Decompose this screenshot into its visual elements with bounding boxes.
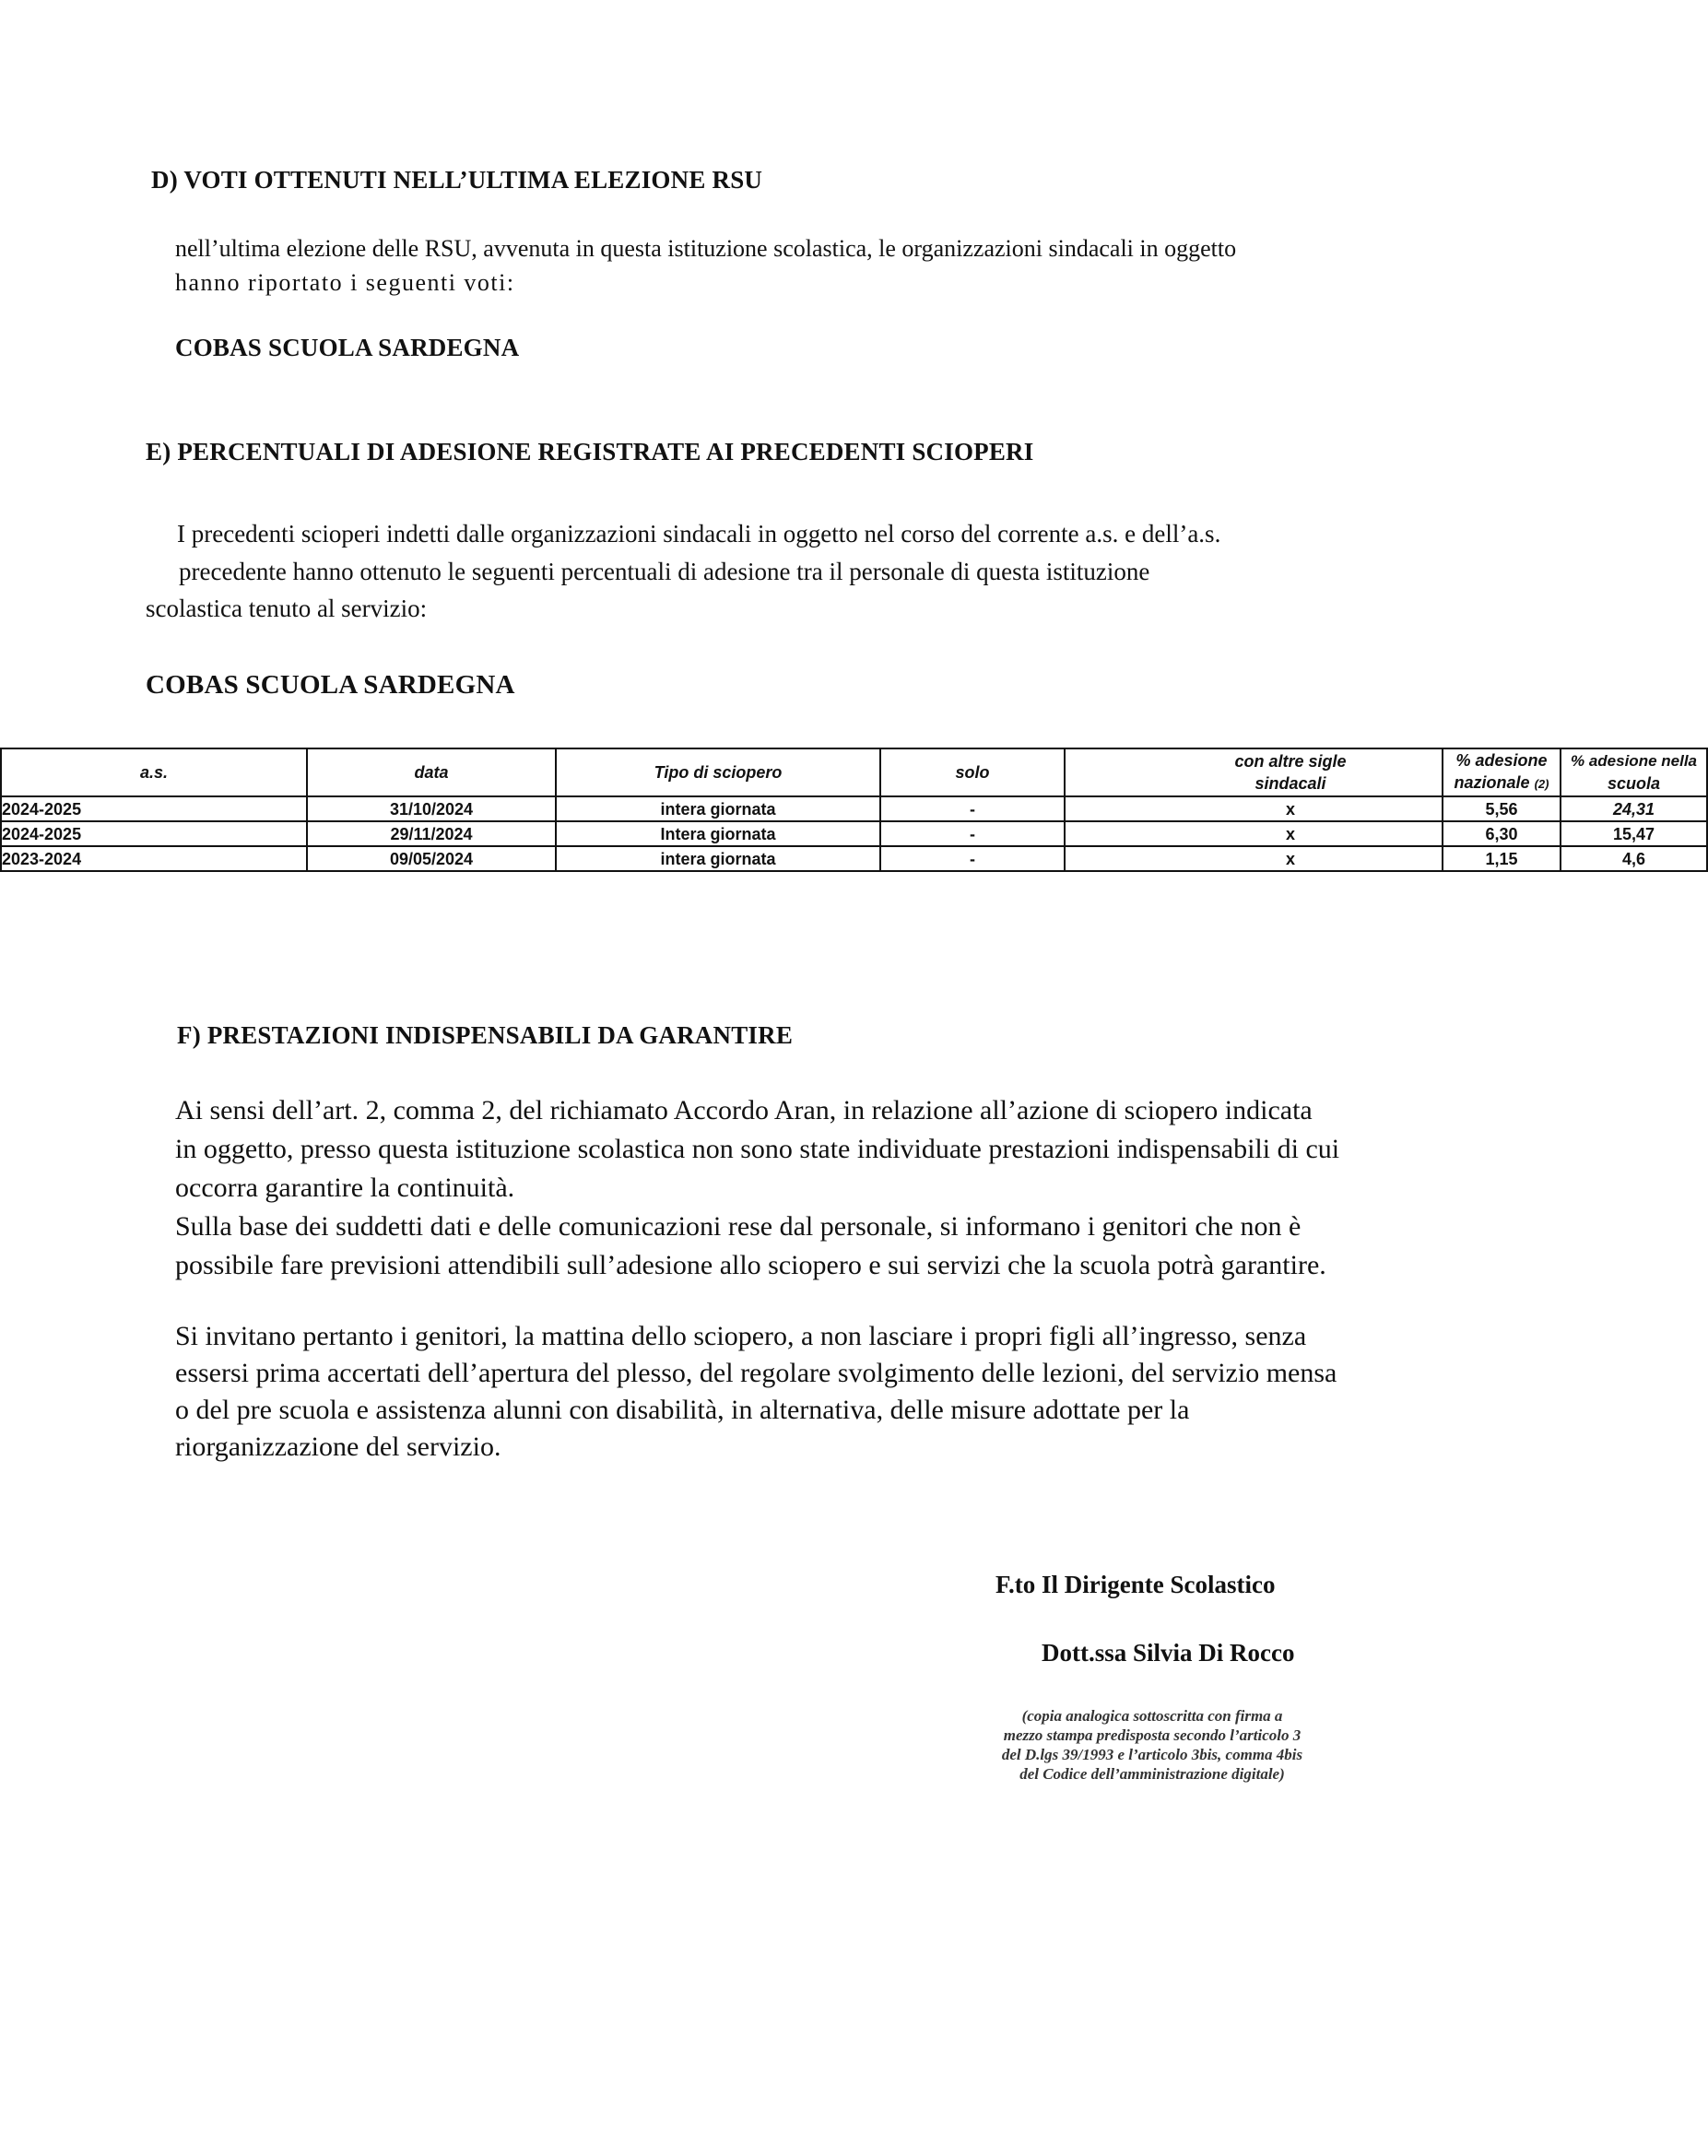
cell-tipo: Intera giornata [556,821,880,846]
cell-solo: - [880,821,1065,846]
note-line: (copia analogica sottoscritta con firma a [1021,1707,1283,1725]
header-adesione-scuola [1561,748,1707,796]
section-d-line-1: nell’ultima elezione delle RSU, avvenuta in questa istituzione scolastica, le organizzazioni sindacali in oggetto [175,235,1237,262]
cell-naz: 1,15 [1443,846,1561,871]
header-scuola-line-1: % adesione nella [1571,752,1697,770]
section-e-line-3: scolastica tenuto al servizio: [146,595,428,622]
header-altre-sigle [1065,748,1443,796]
signature-name: Dott.ssa Silvia Di Rocco [1042,1639,1295,1667]
cell-solo: - [880,846,1065,871]
header-naz-label: nazionale [1454,773,1530,792]
section-e-union: COBAS SCUOLA SARDEGNA [146,670,515,700]
section-f-paragraph-3 [175,1318,1502,1466]
header-as: a.s. [1,748,307,796]
note-line: del Codice dell’amministrazione digitale) [1019,1765,1285,1783]
header-tipo: Tipo di sciopero [556,748,880,796]
signature-note [949,1706,1355,1784]
cell-naz: 6,30 [1443,821,1561,846]
table-row [1,796,1707,821]
header-adesione-nazionale [1443,748,1561,796]
cell-as: 2024-2025 [1,821,307,846]
section-e-title: E) PERCENTUALI DI ADESIONE REGISTRATE AI PRECEDENTI SCIOPERI [146,438,1034,465]
cell-as: 2024-2025 [1,796,307,821]
header-altre-line-2: sindacali [1254,774,1326,793]
cell-tipo: intera giornata [556,796,880,821]
table-row [1,846,1707,871]
section-e-line-2: precedente hanno ottenuto le seguenti percentuali di adesione tra il personale di questa istituzione [179,558,1150,585]
cell-data: 29/11/2024 [307,821,556,846]
p3-line: o del pre scuola e assistenza alunni con disabilità, in alternativa, delle misure adottate per la [175,1395,1190,1425]
table-row [1,821,1707,846]
p3-line: essersi prima accertati dell’apertura del plesso, del regolare svolgimento delle lezioni, del servizio mensa [175,1358,1337,1388]
header-scuola-line-2: scuola [1607,774,1661,793]
cell-scuola: 4,6 [1561,846,1707,871]
signature-role: F.to Il Dirigente Scolastico [995,1571,1276,1598]
header-naz-line-1: % adesione [1455,751,1548,770]
section-f-title: F) PRESTAZIONI INDISPENSABILI DA GARANTIRE [177,1021,794,1049]
cell-naz: 5,56 [1443,796,1561,821]
cell-altre: x [1065,846,1443,871]
header-data: data [307,748,556,796]
cell-data: 09/05/2024 [307,846,556,871]
header-naz-line-2 [1443,772,1560,795]
cell-altre: x [1065,796,1443,821]
p1-line: Ai sensi dell’art. 2, comma 2, del richiamato Accordo Aran, in relazione all’azione di sciopero indicata [175,1095,1313,1125]
section-d-union: COBAS SCUOLA SARDEGNA [175,334,520,361]
p2-line: Sulla base dei suddetti dati e delle comunicazioni rese dal personale, si informano i genitori che non è [175,1211,1302,1242]
p3-line: Si invitano pertanto i genitori, la mattina dello sciopero, a non lasciare i propri figli all’ingresso, senza [175,1321,1307,1351]
note-line: mezzo stampa predisposta secondo l’articolo 3 [1003,1726,1302,1744]
cell-solo: - [880,796,1065,821]
cell-data: 31/10/2024 [307,796,556,821]
section-d-title: D) VOTI OTTENUTI NELL’ULTIMA ELEZIONE RSU [151,166,763,194]
cell-as: 2023-2024 [1,846,307,871]
cell-scuola: 15,47 [1561,821,1707,846]
cell-scuola: 24,31 [1561,796,1707,821]
section-f-paragraph-2 [175,1208,1502,1285]
cell-tipo: intera giornata [556,846,880,871]
section-f-paragraph-1 [175,1091,1502,1208]
header-solo: solo [880,748,1065,796]
strikes-table [0,748,1708,872]
table-header-row [1,748,1707,796]
header-altre-line-1: con altre sigle [1234,752,1347,771]
cell-altre: x [1065,821,1443,846]
section-e-line-1: I precedenti scioperi indetti dalle organizzazioni sindacali in oggetto nel corso del corrente a.s. e dell’a.s. [177,520,1221,548]
p1-line: occorra garantire la continuità. [175,1172,515,1203]
p3-line: riorganizzazione del servizio. [175,1431,501,1462]
header-naz-note: (2) [1534,777,1549,791]
note-line: del D.lgs 39/1993 e l’articolo 3bis, comma 4bis [1001,1746,1303,1763]
p1-line: in oggetto, presso questa istituzione scolastica non sono state individuate prestazioni indispensabili di cui [175,1134,1340,1164]
p2-line: possibile fare previsioni attendibili sull’adesione allo sciopero e sui servizi che la scuola potrà garantire. [175,1250,1326,1280]
section-d-line-2: hanno riportato i seguenti voti: [175,269,515,296]
